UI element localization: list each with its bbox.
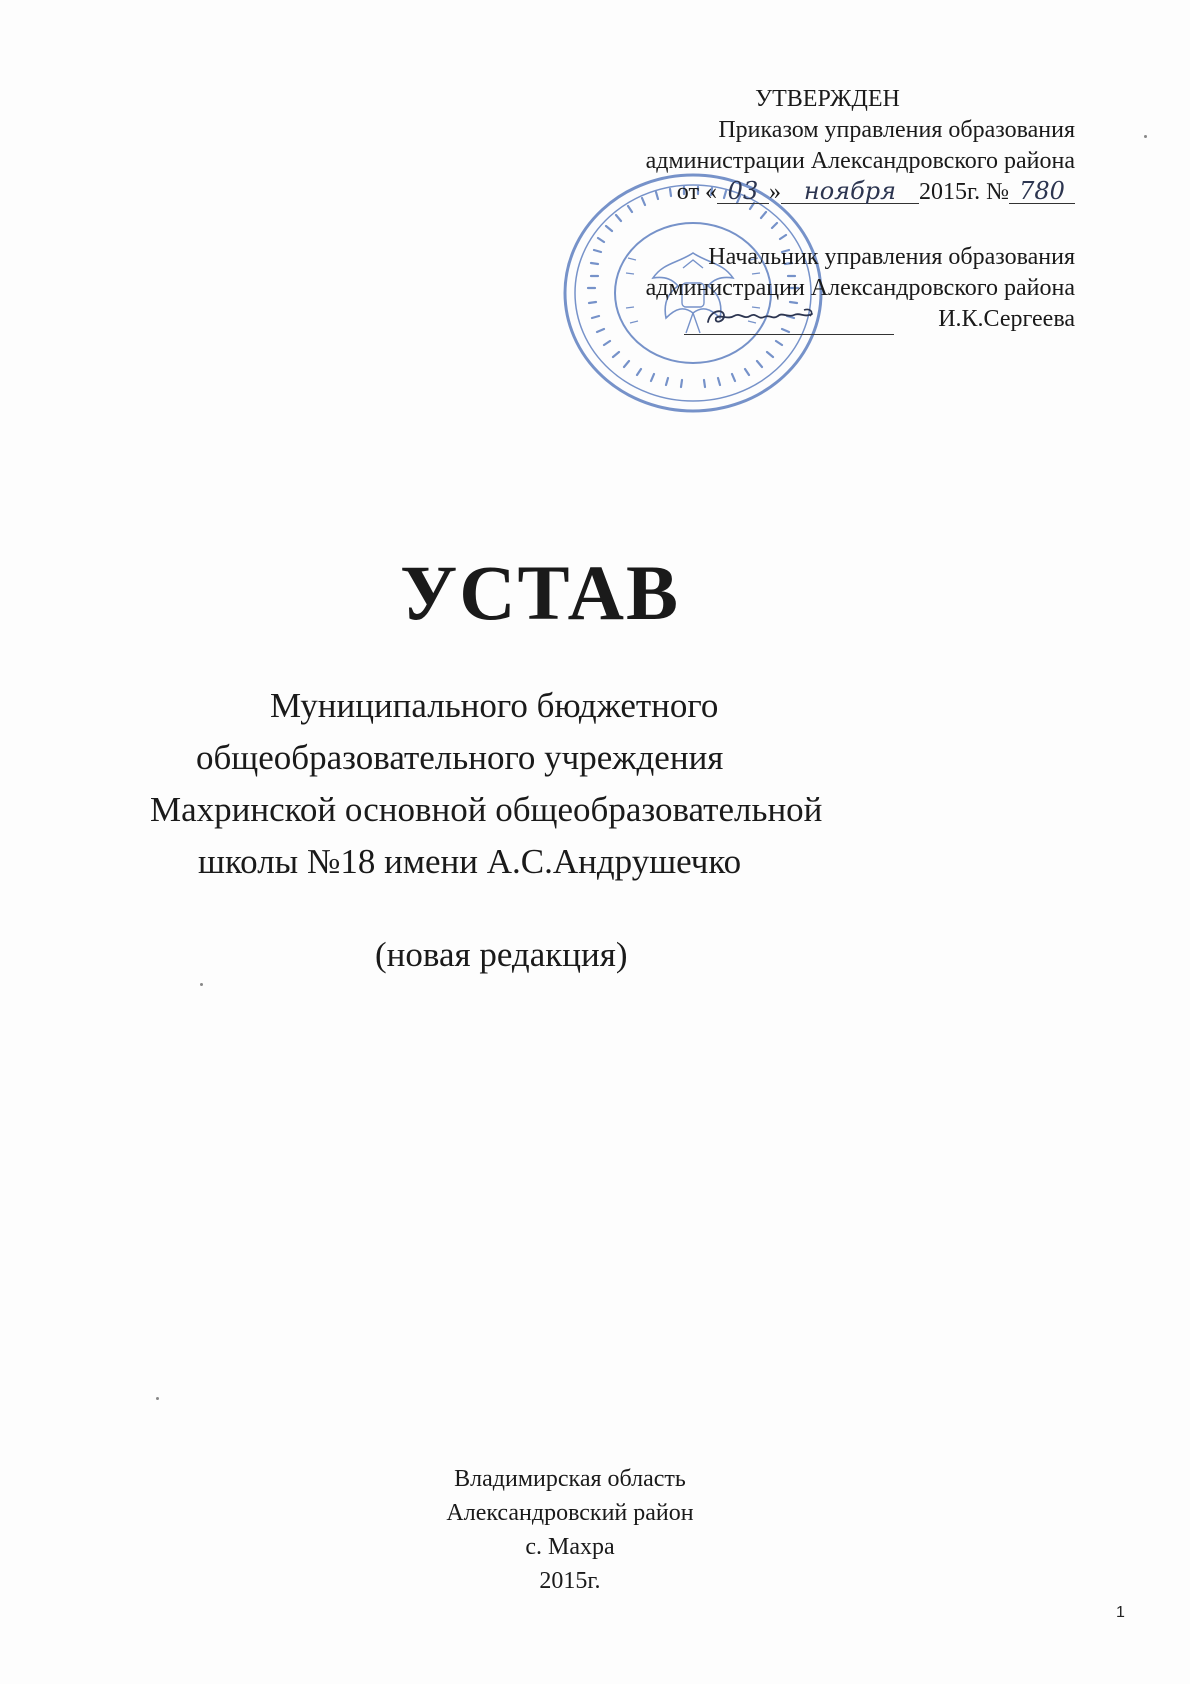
document-title: УСТАВ <box>399 549 681 636</box>
signature-row <box>540 304 1075 335</box>
place-block <box>380 1462 760 1598</box>
approval-block <box>540 84 1075 335</box>
signature-line <box>684 308 894 335</box>
subtitle-line: общеобразовательного учреждения <box>196 738 724 777</box>
subtitle-line: Махринской основной общеобразовательной <box>150 790 823 829</box>
subtitle-line: Муниципального бюджетного <box>270 686 719 725</box>
approval-date-line <box>540 177 1075 208</box>
handwritten-signature <box>684 302 894 332</box>
head-name: И.К.Сергеева <box>938 306 1075 332</box>
date-month: ноября <box>781 179 919 204</box>
scan-speck <box>156 1397 159 1400</box>
order-number: 780 <box>1009 179 1075 204</box>
document-edition: (новая редакция) <box>375 935 628 974</box>
approval-admin-line: администрации Александровского района <box>645 148 1075 174</box>
date-year: 2015г. № <box>918 179 1009 205</box>
scan-speck <box>200 983 203 986</box>
document-subtitle <box>150 680 1050 888</box>
head-title: Начальник управления образования <box>708 244 1075 270</box>
scan-speck <box>1144 135 1147 138</box>
date-day: 03 <box>717 179 769 204</box>
place-region: Владимирская область <box>454 1466 686 1492</box>
approval-heading: УТВЕРЖДЕН <box>755 86 900 112</box>
approval-order-line: Приказом управления образования <box>718 117 1075 143</box>
page-number: 1 <box>1116 1604 1125 1621</box>
date-mid: » <box>768 179 781 205</box>
subtitle-line: школы №18 имени А.С.Андрушечко <box>198 842 742 881</box>
place-year: 2015г. <box>539 1568 601 1594</box>
place-district: Александровский район <box>446 1500 694 1526</box>
place-village: с. Махра <box>525 1534 615 1560</box>
date-prefix: от « <box>676 179 717 205</box>
head-admin-line: администрации Александровского района <box>645 275 1075 301</box>
